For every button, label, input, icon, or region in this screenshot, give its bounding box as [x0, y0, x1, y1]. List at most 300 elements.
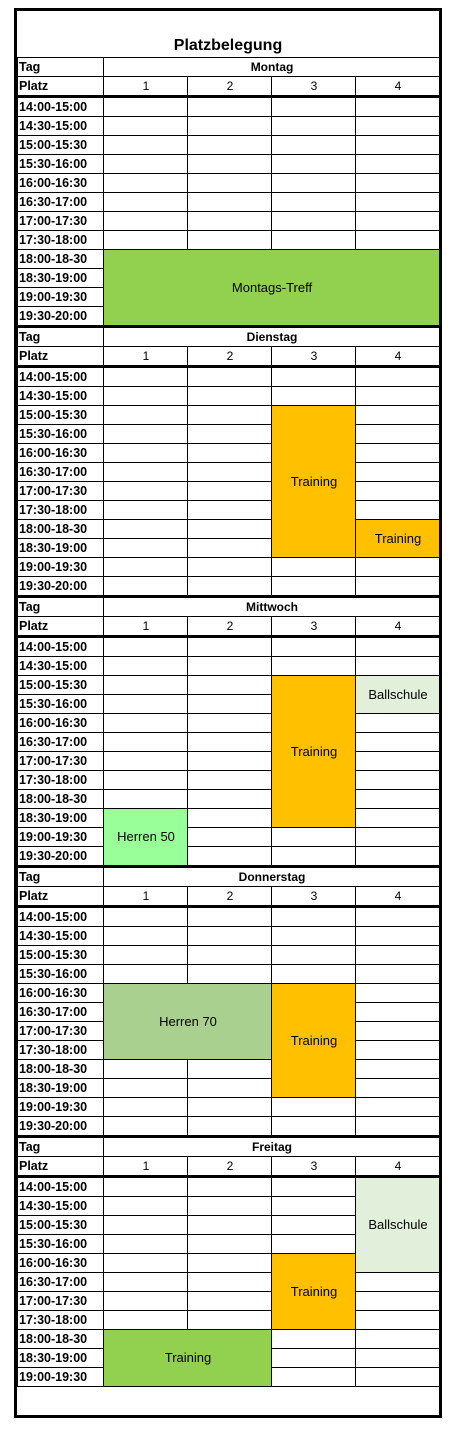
booking-block[interactable]: Training — [272, 406, 356, 558]
time-slot-label: 16:00-16:30 — [18, 984, 104, 1003]
court-number: 3 — [272, 77, 356, 97]
table-row — [18, 1273, 440, 1292]
empty-slot-cell[interactable] — [356, 790, 440, 809]
court-header-row — [18, 887, 440, 907]
time-slot-label: 14:30-15:00 — [18, 387, 104, 406]
empty-slot-cell[interactable] — [188, 907, 272, 927]
table-row — [18, 927, 440, 946]
empty-slot-cell[interactable] — [356, 558, 440, 577]
empty-slot-cell[interactable] — [188, 637, 272, 657]
empty-slot-cell[interactable] — [356, 847, 440, 867]
court-number: 1 — [104, 617, 188, 637]
table-row — [18, 752, 440, 771]
table-row — [18, 482, 440, 501]
time-slot-label: 17:30-18:00 — [18, 1311, 104, 1330]
time-slot-label: 14:30-15:00 — [18, 927, 104, 946]
empty-slot-cell[interactable] — [104, 117, 188, 136]
day-name: Donnerstag — [104, 867, 440, 887]
empty-slot-cell[interactable] — [104, 136, 188, 155]
table-row — [18, 946, 440, 965]
time-slot-label: 17:00-17:30 — [18, 1292, 104, 1311]
empty-slot-cell[interactable] — [188, 1060, 272, 1079]
empty-slot-cell[interactable] — [104, 1060, 188, 1079]
empty-slot-cell[interactable] — [356, 231, 440, 250]
empty-slot-cell[interactable] — [188, 1098, 272, 1117]
empty-slot-cell[interactable] — [188, 117, 272, 136]
empty-slot-cell[interactable] — [104, 1254, 188, 1273]
day-name: Montag — [104, 58, 440, 77]
empty-slot-cell[interactable] — [188, 231, 272, 250]
empty-slot-cell[interactable] — [104, 1216, 188, 1235]
empty-slot-cell[interactable] — [104, 558, 188, 577]
time-slot-label: 15:00-15:30 — [18, 136, 104, 155]
empty-slot-cell[interactable] — [356, 174, 440, 193]
empty-slot-cell[interactable] — [356, 965, 440, 984]
day-header-row — [18, 867, 440, 887]
empty-slot-cell[interactable] — [104, 714, 188, 733]
empty-slot-cell[interactable] — [272, 155, 356, 174]
empty-slot-cell[interactable] — [104, 193, 188, 212]
court-number: 1 — [104, 77, 188, 97]
table-row — [18, 425, 440, 444]
empty-slot-cell[interactable] — [188, 714, 272, 733]
table-row — [18, 117, 440, 136]
day-name: Mittwoch — [104, 597, 440, 617]
time-slot-label: 18:30-19:00 — [18, 269, 104, 288]
empty-slot-cell[interactable] — [356, 927, 440, 946]
table-row — [18, 984, 440, 1003]
table-row — [18, 520, 440, 539]
booking-block[interactable]: Ballschule — [356, 676, 440, 714]
empty-slot-cell[interactable] — [272, 97, 356, 117]
table-row — [18, 1292, 440, 1311]
empty-slot-cell[interactable] — [104, 657, 188, 676]
empty-slot-cell[interactable] — [356, 136, 440, 155]
empty-slot-cell[interactable] — [188, 387, 272, 406]
time-slot-label: 14:00-15:00 — [18, 907, 104, 927]
empty-slot-cell[interactable] — [188, 193, 272, 212]
table-row — [18, 637, 440, 657]
court-number: 2 — [188, 347, 272, 367]
booking-block[interactable]: Herren 70 — [104, 984, 272, 1060]
time-slot-label: 18:30-19:00 — [18, 1349, 104, 1368]
empty-slot-cell[interactable] — [104, 1273, 188, 1292]
empty-slot-cell[interactable] — [272, 1197, 356, 1216]
empty-slot-cell[interactable] — [188, 155, 272, 174]
empty-slot-cell[interactable] — [356, 984, 440, 1003]
empty-slot-cell[interactable] — [104, 771, 188, 790]
empty-slot-cell[interactable] — [104, 695, 188, 714]
table-row — [18, 1177, 440, 1197]
empty-slot-cell[interactable] — [272, 387, 356, 406]
time-slot-label: 17:00-17:30 — [18, 1022, 104, 1041]
empty-slot-cell[interactable] — [272, 577, 356, 597]
empty-slot-cell[interactable] — [272, 637, 356, 657]
time-slot-label: 19:00-19:30 — [18, 1098, 104, 1117]
platz-label: Platz — [18, 887, 104, 907]
empty-slot-cell[interactable] — [188, 136, 272, 155]
time-slot-label: 15:00-15:30 — [18, 676, 104, 695]
empty-slot-cell[interactable] — [188, 1197, 272, 1216]
time-slot-label: 18:00-18-30 — [18, 1060, 104, 1079]
time-slot-label: 19:30-20:00 — [18, 1117, 104, 1137]
time-slot-label: 14:30-15:00 — [18, 117, 104, 136]
empty-slot-cell[interactable] — [272, 907, 356, 927]
empty-slot-cell[interactable] — [356, 1349, 440, 1368]
empty-slot-cell[interactable] — [272, 1117, 356, 1137]
table-row — [18, 250, 440, 269]
booking-block[interactable]: Training — [356, 520, 440, 558]
empty-slot-cell[interactable] — [356, 657, 440, 676]
time-slot-label: 16:30-17:00 — [18, 193, 104, 212]
empty-slot-cell[interactable] — [104, 577, 188, 597]
empty-slot-cell[interactable] — [104, 520, 188, 539]
booking-block[interactable]: Herren 50 — [104, 809, 188, 867]
tag-label: Tag — [18, 58, 104, 77]
empty-slot-cell[interactable] — [272, 117, 356, 136]
empty-slot-cell[interactable] — [188, 676, 272, 695]
empty-slot-cell[interactable] — [272, 847, 356, 867]
empty-slot-cell[interactable] — [356, 97, 440, 117]
court-header-row — [18, 347, 440, 367]
time-slot-label: 16:00-16:30 — [18, 1254, 104, 1273]
empty-slot-cell[interactable] — [104, 482, 188, 501]
empty-slot-cell[interactable] — [356, 406, 440, 425]
empty-slot-cell[interactable] — [188, 927, 272, 946]
empty-slot-cell[interactable] — [104, 231, 188, 250]
time-slot-label: 17:30-18:00 — [18, 501, 104, 520]
empty-slot-cell[interactable] — [356, 752, 440, 771]
empty-slot-cell[interactable] — [272, 231, 356, 250]
time-slot-label: 16:00-16:30 — [18, 174, 104, 193]
empty-slot-cell[interactable] — [272, 193, 356, 212]
table-row — [18, 1079, 440, 1098]
empty-slot-cell[interactable] — [356, 637, 440, 657]
empty-slot-cell[interactable] — [104, 212, 188, 231]
schedule-table — [17, 57, 440, 1387]
empty-slot-cell[interactable] — [356, 1368, 440, 1387]
court-number: 2 — [188, 77, 272, 97]
empty-slot-cell[interactable] — [356, 155, 440, 174]
time-slot-label: 15:30-16:00 — [18, 695, 104, 714]
time-slot-label: 17:30-18:00 — [18, 231, 104, 250]
time-slot-label: 15:00-15:30 — [18, 1216, 104, 1235]
time-slot-label: 17:30-18:00 — [18, 1041, 104, 1060]
empty-slot-cell[interactable] — [188, 1117, 272, 1137]
empty-slot-cell[interactable] — [188, 1216, 272, 1235]
empty-slot-cell[interactable] — [356, 1273, 440, 1292]
empty-slot-cell[interactable] — [188, 212, 272, 231]
table-row — [18, 193, 440, 212]
empty-slot-cell[interactable] — [188, 695, 272, 714]
table-row — [18, 231, 440, 250]
empty-slot-cell[interactable] — [272, 1098, 356, 1117]
empty-slot-cell[interactable] — [188, 425, 272, 444]
empty-slot-cell[interactable] — [104, 637, 188, 657]
empty-slot-cell[interactable] — [356, 482, 440, 501]
empty-slot-cell[interactable] — [104, 501, 188, 520]
table-row — [18, 1330, 440, 1349]
table-row — [18, 367, 440, 387]
empty-slot-cell[interactable] — [188, 174, 272, 193]
empty-slot-cell[interactable] — [272, 1235, 356, 1254]
table-row — [18, 828, 440, 847]
empty-slot-cell[interactable] — [188, 444, 272, 463]
day-header-row — [18, 1137, 440, 1157]
time-slot-label: 18:00-18-30 — [18, 790, 104, 809]
empty-slot-cell[interactable] — [188, 367, 272, 387]
table-row — [18, 136, 440, 155]
empty-slot-cell[interactable] — [104, 1117, 188, 1137]
empty-slot-cell[interactable] — [356, 1117, 440, 1137]
empty-slot-cell[interactable] — [272, 367, 356, 387]
empty-slot-cell[interactable] — [356, 771, 440, 790]
empty-slot-cell[interactable] — [188, 657, 272, 676]
empty-slot-cell[interactable] — [188, 463, 272, 482]
empty-slot-cell[interactable] — [104, 907, 188, 927]
table-row — [18, 965, 440, 984]
empty-slot-cell[interactable] — [356, 387, 440, 406]
booking-block[interactable]: Training — [104, 1330, 272, 1387]
empty-slot-cell[interactable] — [356, 117, 440, 136]
empty-slot-cell[interactable] — [104, 1235, 188, 1254]
empty-slot-cell[interactable] — [188, 1292, 272, 1311]
table-row — [18, 1117, 440, 1137]
tag-label: Tag — [18, 327, 104, 347]
empty-slot-cell[interactable] — [272, 1177, 356, 1197]
empty-slot-cell[interactable] — [356, 367, 440, 387]
time-slot-label: 15:00-15:30 — [18, 406, 104, 425]
empty-slot-cell[interactable] — [104, 367, 188, 387]
table-row — [18, 577, 440, 597]
platz-label: Platz — [18, 347, 104, 367]
empty-slot-cell[interactable] — [188, 965, 272, 984]
empty-slot-cell[interactable] — [272, 1349, 356, 1368]
time-slot-label: 15:30-16:00 — [18, 965, 104, 984]
time-slot-label: 19:00-19:30 — [18, 288, 104, 307]
table-row — [18, 771, 440, 790]
booking-block[interactable]: Training — [272, 676, 356, 828]
time-slot-label: 18:30-19:00 — [18, 1079, 104, 1098]
empty-slot-cell[interactable] — [356, 1330, 440, 1349]
empty-slot-cell[interactable] — [356, 1003, 440, 1022]
court-number: 4 — [356, 1157, 440, 1177]
empty-slot-cell[interactable] — [356, 212, 440, 231]
empty-slot-cell[interactable] — [272, 657, 356, 676]
table-row — [18, 558, 440, 577]
empty-slot-cell[interactable] — [356, 1041, 440, 1060]
time-slot-label: 14:00-15:00 — [18, 97, 104, 117]
empty-slot-cell[interactable] — [188, 771, 272, 790]
time-slot-label: 15:30-16:00 — [18, 1235, 104, 1254]
table-row — [18, 847, 440, 867]
empty-slot-cell[interactable] — [272, 1368, 356, 1387]
time-slot-label: 17:00-17:30 — [18, 482, 104, 501]
time-slot-label: 16:30-17:00 — [18, 733, 104, 752]
empty-slot-cell[interactable] — [104, 676, 188, 695]
empty-slot-cell[interactable] — [104, 174, 188, 193]
tag-label: Tag — [18, 867, 104, 887]
court-number: 1 — [104, 1157, 188, 1177]
empty-slot-cell[interactable] — [356, 1022, 440, 1041]
time-slot-label: 16:30-17:00 — [18, 1003, 104, 1022]
empty-slot-cell[interactable] — [188, 520, 272, 539]
empty-slot-cell[interactable] — [188, 828, 272, 847]
empty-slot-cell[interactable] — [104, 463, 188, 482]
platz-label: Platz — [18, 1157, 104, 1177]
empty-slot-cell[interactable] — [104, 425, 188, 444]
empty-slot-cell[interactable] — [356, 828, 440, 847]
empty-slot-cell[interactable] — [188, 809, 272, 828]
empty-slot-cell[interactable] — [188, 752, 272, 771]
table-row — [18, 501, 440, 520]
empty-slot-cell[interactable] — [104, 965, 188, 984]
empty-slot-cell[interactable] — [272, 965, 356, 984]
empty-slot-cell[interactable] — [188, 406, 272, 425]
court-number: 3 — [272, 1157, 356, 1177]
table-row — [18, 406, 440, 425]
time-slot-label: 16:00-16:30 — [18, 444, 104, 463]
empty-slot-cell[interactable] — [356, 907, 440, 927]
empty-slot-cell[interactable] — [104, 1079, 188, 1098]
empty-slot-cell[interactable] — [188, 558, 272, 577]
empty-slot-cell[interactable] — [356, 577, 440, 597]
empty-slot-cell[interactable] — [356, 1098, 440, 1117]
day-header-row — [18, 58, 440, 77]
time-slot-label: 17:00-17:30 — [18, 212, 104, 231]
time-slot-label: 19:00-19:30 — [18, 1368, 104, 1387]
empty-slot-cell[interactable] — [356, 1292, 440, 1311]
empty-slot-cell[interactable] — [272, 1330, 356, 1349]
time-slot-label: 18:30-19:00 — [18, 809, 104, 828]
table-row — [18, 212, 440, 231]
table-row — [18, 463, 440, 482]
empty-slot-cell[interactable] — [188, 577, 272, 597]
empty-slot-cell[interactable] — [104, 387, 188, 406]
empty-slot-cell[interactable] — [272, 174, 356, 193]
empty-slot-cell[interactable] — [104, 1177, 188, 1197]
empty-slot-cell[interactable] — [104, 444, 188, 463]
empty-slot-cell[interactable] — [356, 809, 440, 828]
empty-slot-cell[interactable] — [104, 1292, 188, 1311]
empty-slot-cell[interactable] — [356, 946, 440, 965]
empty-slot-cell[interactable] — [356, 501, 440, 520]
day-name: Freitag — [104, 1137, 440, 1157]
empty-slot-cell[interactable] — [104, 752, 188, 771]
empty-slot-cell[interactable] — [188, 1311, 272, 1330]
empty-slot-cell[interactable] — [188, 946, 272, 965]
time-slot-label: 19:30-20:00 — [18, 847, 104, 867]
time-slot-label: 16:00-16:30 — [18, 714, 104, 733]
empty-slot-cell[interactable] — [188, 847, 272, 867]
time-slot-label: 14:00-15:00 — [18, 367, 104, 387]
empty-slot-cell[interactable] — [356, 714, 440, 733]
court-number: 4 — [356, 77, 440, 97]
empty-slot-cell[interactable] — [356, 1311, 440, 1330]
empty-slot-cell[interactable] — [104, 1098, 188, 1117]
table-row — [18, 1098, 440, 1117]
court-number: 2 — [188, 1157, 272, 1177]
empty-slot-cell[interactable] — [188, 482, 272, 501]
empty-slot-cell[interactable] — [272, 136, 356, 155]
table-row — [18, 907, 440, 927]
empty-slot-cell[interactable] — [188, 501, 272, 520]
empty-slot-cell[interactable] — [272, 946, 356, 965]
court-number: 4 — [356, 887, 440, 907]
court-header-row — [18, 1157, 440, 1177]
table-row — [18, 790, 440, 809]
table-row — [18, 1060, 440, 1079]
booking-block[interactable]: Training — [272, 984, 356, 1098]
empty-slot-cell[interactable] — [104, 1197, 188, 1216]
empty-slot-cell[interactable] — [104, 946, 188, 965]
empty-slot-cell[interactable] — [356, 425, 440, 444]
table-row — [18, 155, 440, 174]
empty-slot-cell[interactable] — [356, 733, 440, 752]
empty-slot-cell[interactable] — [104, 927, 188, 946]
empty-slot-cell[interactable] — [188, 1177, 272, 1197]
empty-slot-cell[interactable] — [356, 193, 440, 212]
platz-label: Platz — [18, 617, 104, 637]
time-slot-label: 18:00-18-30 — [18, 520, 104, 539]
time-slot-label: 19:30-20:00 — [18, 307, 104, 327]
empty-slot-cell[interactable] — [104, 539, 188, 558]
empty-slot-cell[interactable] — [272, 1216, 356, 1235]
table-row — [18, 387, 440, 406]
court-number: 4 — [356, 617, 440, 637]
empty-slot-cell[interactable] — [272, 828, 356, 847]
empty-slot-cell[interactable] — [188, 1079, 272, 1098]
empty-slot-cell[interactable] — [356, 463, 440, 482]
empty-slot-cell[interactable] — [272, 212, 356, 231]
booking-block[interactable]: Training — [272, 1254, 356, 1330]
empty-slot-cell[interactable] — [104, 733, 188, 752]
empty-slot-cell[interactable] — [272, 558, 356, 577]
empty-slot-cell[interactable] — [188, 790, 272, 809]
empty-slot-cell[interactable] — [356, 1079, 440, 1098]
table-row — [18, 714, 440, 733]
empty-slot-cell[interactable] — [188, 733, 272, 752]
empty-slot-cell[interactable] — [188, 1235, 272, 1254]
booking-block[interactable]: Ballschule — [356, 1177, 440, 1273]
schedule-sheet — [14, 8, 442, 1418]
time-slot-label: 16:30-17:00 — [18, 463, 104, 482]
day-header-row — [18, 327, 440, 347]
day-header-row — [18, 597, 440, 617]
empty-slot-cell[interactable] — [104, 406, 188, 425]
empty-slot-cell[interactable] — [188, 97, 272, 117]
empty-slot-cell[interactable] — [356, 444, 440, 463]
table-row — [18, 809, 440, 828]
empty-slot-cell[interactable] — [104, 155, 188, 174]
empty-slot-cell[interactable] — [104, 97, 188, 117]
court-number: 4 — [356, 347, 440, 367]
table-row — [18, 676, 440, 695]
empty-slot-cell[interactable] — [104, 1311, 188, 1330]
court-number: 3 — [272, 617, 356, 637]
empty-slot-cell[interactable] — [356, 1060, 440, 1079]
booking-block[interactable]: Montags-Treff — [104, 250, 440, 327]
court-header-row — [18, 617, 440, 637]
empty-slot-cell[interactable] — [272, 927, 356, 946]
empty-slot-cell[interactable] — [104, 790, 188, 809]
empty-slot-cell[interactable] — [188, 1254, 272, 1273]
table-row — [18, 657, 440, 676]
table-row — [18, 174, 440, 193]
empty-slot-cell[interactable] — [188, 539, 272, 558]
empty-slot-cell[interactable] — [188, 1273, 272, 1292]
table-row — [18, 97, 440, 117]
